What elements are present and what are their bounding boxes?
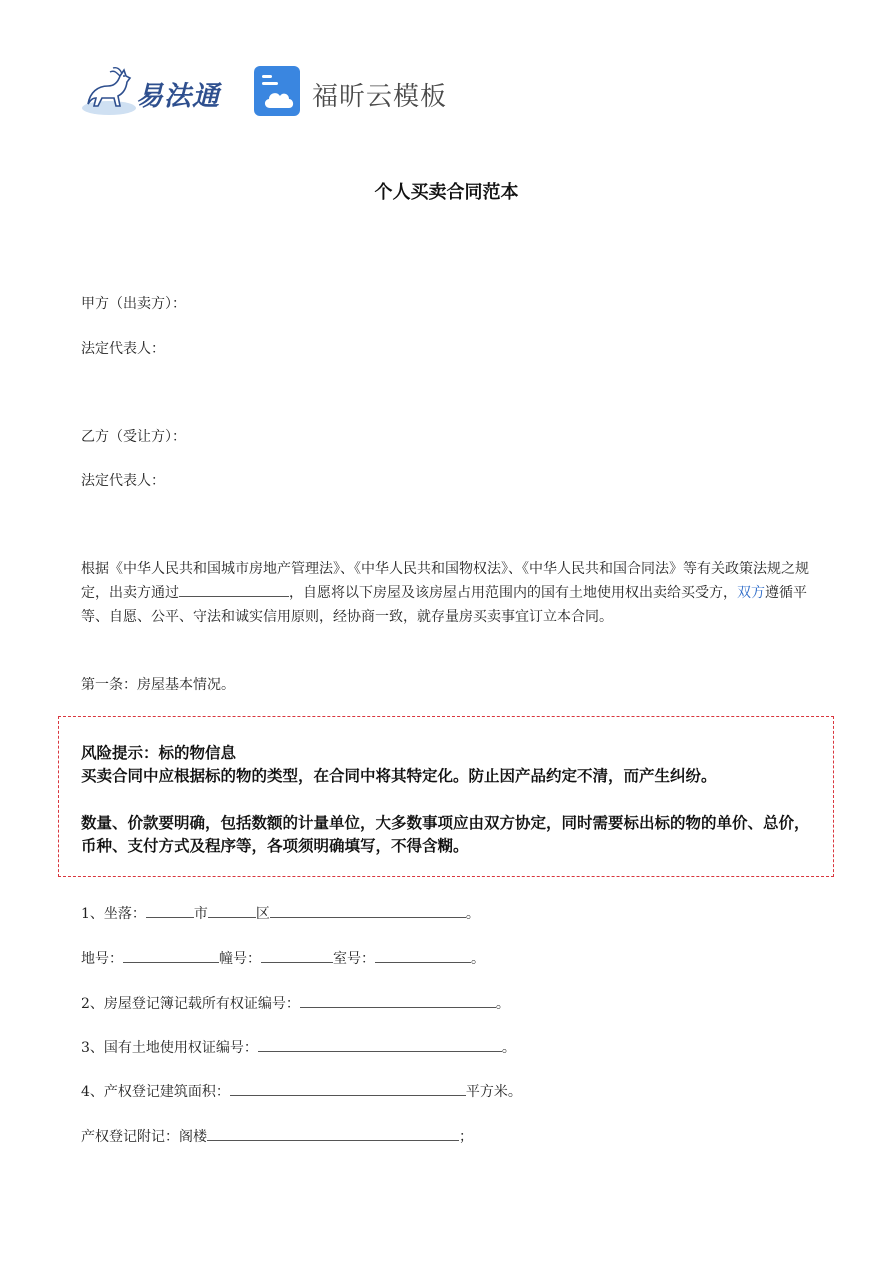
blank-line (207, 1125, 459, 1141)
item-3-label: 3、国有土地使用权证编号： (81, 1040, 258, 1056)
party-b-rep-label: 法定代表人： (81, 473, 165, 489)
logo-right-text: 福昕云模板 (312, 82, 448, 112)
intro-text-3: 遵循平等、自愿、公平、守法和诚实信用原则，经协商一致，就存量房买卖事宜订立本合同。 (81, 585, 807, 625)
city-label: 市 (193, 906, 208, 922)
period: 。 (465, 906, 480, 922)
item-4-label: 4、产权登记建筑面积： (81, 1084, 230, 1100)
lot-building-room-row (81, 947, 485, 971)
article-1-heading: 第一条：房屋基本情况。 (81, 677, 235, 693)
blank-line (179, 581, 289, 597)
district-label: 区 (255, 906, 270, 922)
risk-line-1: 买卖合同中应根据标的物的类型，在合同中将其特定化。防止因产品约定不清，而产生纠纷。 (81, 766, 717, 785)
room-label: 室号： (333, 951, 375, 967)
blank-line (375, 947, 471, 963)
period: 。 (495, 996, 510, 1012)
blank-line (123, 947, 219, 963)
blank-line (258, 1036, 502, 1052)
attachment-note (81, 1125, 473, 1149)
building-label: 幢号： (219, 951, 261, 967)
intro-text-2: ，自愿将以下房屋及该房屋占用范围内的国有土地使用权出卖给买受方， (289, 585, 737, 601)
period: 。 (501, 1040, 516, 1056)
party-a-rep-label: 法定代表人： (81, 341, 165, 357)
attach-label: 产权登记附记：阁楼 (81, 1129, 207, 1145)
intro-paragraph (81, 557, 811, 629)
period: 。 (471, 951, 485, 967)
intro-highlight: 双方 (737, 585, 765, 601)
risk-title: 风险提示：标的物信息 (81, 743, 237, 762)
blank-line (230, 1080, 466, 1096)
foxit-cloud-icon (254, 66, 302, 118)
risk-line-2: 数量、价款要明确，包括数额的计量单位，大多数事项应由双方协定，同时需要标出标的物的单价、总价，币种、支付方式及程序等，各项须明确填写，不得含糊。 (81, 813, 810, 855)
logo-left-text: 易法通 (136, 81, 220, 112)
party-a-label: 甲方（出卖方）： (81, 296, 186, 312)
location-label: 1、坐落： (81, 906, 146, 922)
item-1-location (81, 902, 480, 926)
document-title: 个人买卖合同范本 (374, 182, 519, 203)
blank-line (270, 902, 466, 918)
item-2-label: 2、房屋登记簿记载所有权证编号： (81, 996, 300, 1012)
party-b-label: 乙方（受让方）： (81, 429, 186, 445)
horse-emblem-icon (80, 64, 138, 118)
lot-label: 地号： (81, 951, 123, 967)
item-2-certificate (81, 992, 510, 1016)
blank-line (146, 902, 194, 918)
blank-line (261, 947, 333, 963)
blank-line (208, 902, 256, 918)
sqm-label: 平方米。 (465, 1084, 522, 1100)
semicolon: ； (459, 1129, 473, 1145)
item-4-area (81, 1080, 522, 1104)
item-3-land-certificate (81, 1036, 516, 1060)
blank-line (300, 992, 496, 1008)
intro-text-1: 根据《中华人民共和国城市房地产管理法》、《中华人民共和国物权法》、《中华人民共和国合同法》等有关政策法规之规定，出卖方通过 (81, 561, 809, 601)
